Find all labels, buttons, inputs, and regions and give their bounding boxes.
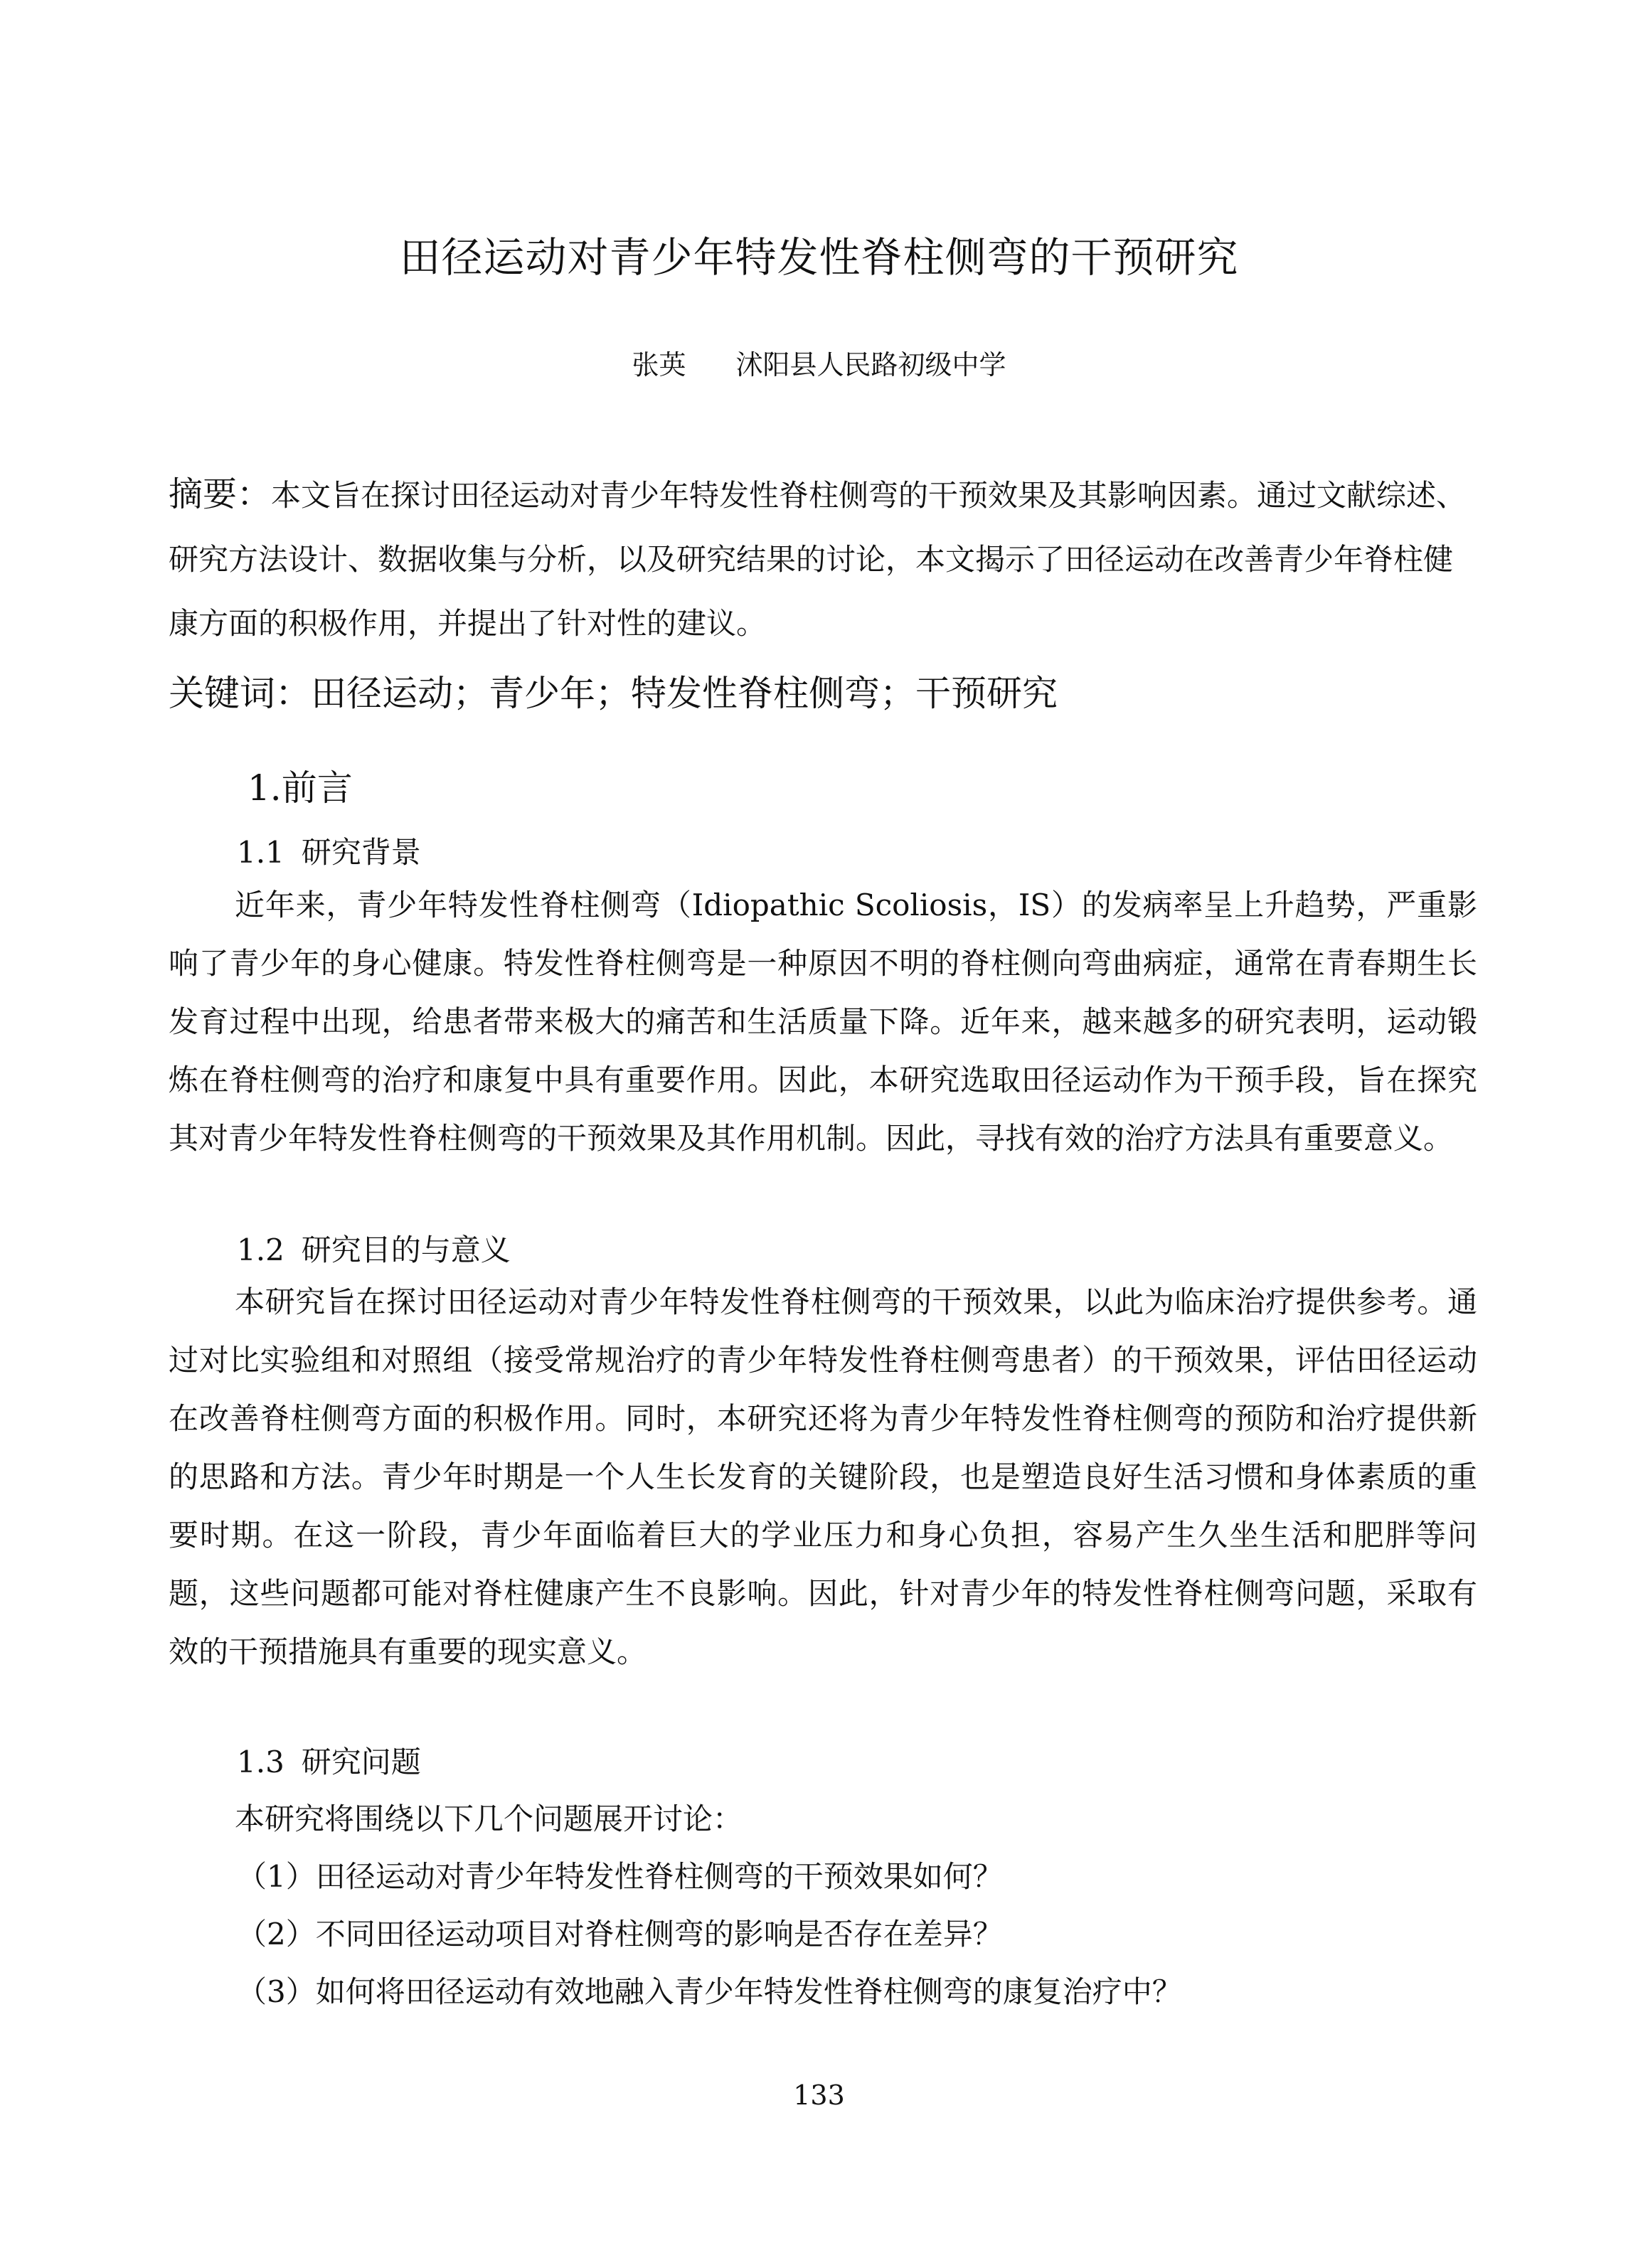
- subsection-number: 1.3: [237, 1745, 284, 1779]
- subsection-heading-1-1: [237, 831, 421, 875]
- research-question-item: （1）田径运动对青少年特发性脊柱侧弯的干预效果如何？: [237, 1859, 1003, 1894]
- research-question-item: （2）不同田径运动项目对脊柱侧弯的影响是否存在差异？: [237, 1917, 1003, 1952]
- subsection-heading-1-2: [237, 1228, 511, 1272]
- page-title: 田径运动对青少年特发性脊柱侧弯的干预研究: [399, 233, 1239, 282]
- subsection-title: 研究目的与意义: [301, 1233, 511, 1267]
- paragraph-purpose: 本研究旨在探讨田径运动对青少年特发性脊柱侧弯的干预效果，以此为临床治疗提供参考。通过对比实验组和对照组（接受常规治疗的青少年特发性脊柱侧弯患者）的干预效果，评估田径运动在改善脊柱侧弯方面的积极作用。同时，本研究还将为青少年特发性脊柱侧弯的预防和治疗提供新的思路和方法。青少年时期是一个人生长发育的关键阶段，也是塑造良好生活习惯和身体素质的重要时期。在这一阶段，青少年面临着巨大的学业压力和身心负担，容易产生久坐生活和肥胖等问题，这些问题都可能对脊柱健康产生不良影响。因此，针对青少年的特发性脊柱侧弯问题，采取有效的干预措施具有重要的现实意义。: [169, 1284, 1477, 1669]
- research-question-item: （3）如何将田径运动有效地融入青少年特发性脊柱侧弯的康复治疗中？: [237, 1974, 1182, 2009]
- author-line: [0, 345, 1638, 385]
- subsection-number: 1.2: [237, 1233, 284, 1267]
- subsection-number: 1.1: [237, 835, 284, 870]
- author-name: 张英: [632, 349, 686, 380]
- subsection-title: 研究背景: [301, 835, 421, 870]
- abstract: [169, 462, 1477, 656]
- author-affiliation: 沭阳县人民路初级中学: [735, 349, 1006, 380]
- abstract-text: 本文旨在探讨田径运动对青少年特发性脊柱侧弯的干预效果及其影响因素。通过文献综述、研究方法设计、数据收集与分析，以及研究结果的讨论，本文揭示了田径运动在改善青少年脊柱健康方面的积极作用，并提出了针对性的建议。: [169, 478, 1467, 641]
- research-questions-intro: 本研究将围绕以下几个问题展开讨论：: [235, 1801, 743, 1836]
- abstract-label: 摘要：: [169, 474, 272, 514]
- section-heading-1: 1.前言: [248, 767, 353, 809]
- subsection-heading-1-3: [237, 1740, 421, 1784]
- keywords: 关键词：田径运动；青少年；特发性脊柱侧弯；干预研究: [169, 673, 1058, 714]
- subsection-title: 研究问题: [301, 1745, 421, 1779]
- page-number: 133: [793, 2080, 845, 2111]
- paragraph-background: 近年来，青少年特发性脊柱侧弯（Idiopathic Scoliosis，IS）的发病率呈上升趋势，严重影响了青少年的身心健康。特发性脊柱侧弯是一种原因不明的脊柱侧向弯曲病症，通常在青春期生长发育过程中出现，给患者带来极大的痛苦和生活质量下降。近年来，越来越多的研究表明，运动锻炼在脊柱侧弯的治疗和康复中具有重要作用。因此，本研究选取田径运动作为干预手段，旨在探究其对青少年特发性脊柱侧弯的干预效果及其作用机制。因此，寻找有效的治疗方法具有重要意义。: [169, 888, 1477, 1156]
